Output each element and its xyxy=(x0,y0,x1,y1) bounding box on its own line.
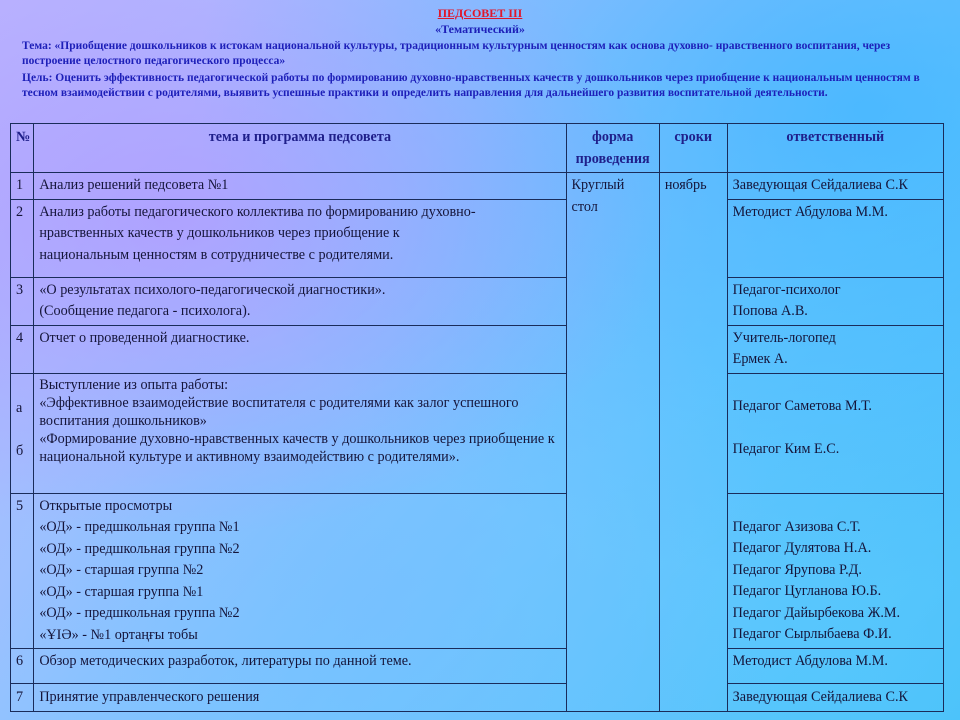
row-responsible xyxy=(727,649,943,684)
responsible-line: Методист Абдулова М.М. xyxy=(732,203,888,220)
table-row xyxy=(11,373,944,493)
row-num-a: а xyxy=(16,399,23,416)
topic-line: «Формирование духовно-нравственных качеств у дошкольников через приобщение к национальной культуре и активному взаимодействию с родителями». xyxy=(39,430,555,465)
row-topic xyxy=(34,325,566,373)
topic-line: Анализ работы педагогического коллектива по формированию духовно- xyxy=(39,203,476,220)
table-row xyxy=(11,325,944,373)
table-row xyxy=(11,277,944,325)
row-responsible xyxy=(727,684,943,712)
responsible-line: Педагог-психолог xyxy=(732,281,841,298)
topic-line: «О результатах психолого-педагогической диагностики». xyxy=(39,281,386,298)
row-num: 6 xyxy=(11,649,34,684)
row-responsible xyxy=(727,277,943,325)
row-responsible xyxy=(727,199,943,277)
topic-line: «ОД» - предшкольная группа №2 xyxy=(39,605,240,621)
responsible-line: Методист Абдулова М.М. xyxy=(732,653,888,669)
topic-line: «ҰІӘ» - №1 ортаңғы тобы xyxy=(39,626,198,643)
table-row xyxy=(11,173,944,200)
page-subtitle: «Тематический» xyxy=(435,22,525,36)
topic-line: национальным ценностям в сотрудничестве с родителями. xyxy=(39,246,394,263)
responsible-line: Педагог Саметова М.Т. xyxy=(732,397,872,414)
responsible-line: Заведующая Сейдалиева С.К xyxy=(732,177,908,193)
form-cell: Круглый стол xyxy=(566,173,659,712)
responsible-line: Педагог Азизова С.Т. xyxy=(732,518,861,535)
topic-line: «Эффективное взаимодействие воспитателя с родителями как залог успешного воспитания дошкольников» xyxy=(39,394,519,429)
header-responsible: ответственный xyxy=(727,124,943,173)
topic-line: «ОД» - старшая группа №2 xyxy=(39,562,204,578)
page-title: ПЕДСОВЕТ III xyxy=(437,6,523,20)
row-topic xyxy=(34,649,566,684)
row-responsible xyxy=(727,493,943,649)
row-num xyxy=(11,373,34,493)
header-num: № xyxy=(11,124,34,173)
theme-label: Тема: xyxy=(22,40,52,52)
table-row xyxy=(11,199,944,277)
row-num: 4 xyxy=(11,325,34,373)
row-topic xyxy=(34,173,566,200)
goal-text: Оценить эффективность педагогической работы по формированию духовно-нравственных качеств у дошкольников через приобщение к национальным ценностям в тесном взаимодействии с родителями, выявить успешные практики и определить направления для дальнейшего развития воспитательной деятельности. xyxy=(22,72,920,99)
header-topic: тема и программа педсовета xyxy=(34,124,566,173)
table-header-row xyxy=(11,124,944,173)
responsible-line: Учитель-логопед xyxy=(732,329,836,346)
topic-line: «ОД» - старшая группа №1 xyxy=(39,583,204,600)
row-num: 3 xyxy=(11,277,34,325)
plan-table xyxy=(10,123,944,712)
responsible-line: Заведующая Сейдалиева С.К xyxy=(732,688,908,705)
row-num: 7 xyxy=(11,684,34,712)
responsible-line: Попова А.В. xyxy=(732,303,808,319)
topic-line: Выступление из опыта работы: xyxy=(39,376,229,393)
row-topic xyxy=(34,373,566,493)
row-num: 1 xyxy=(11,173,34,200)
row-num: 2 xyxy=(11,199,34,277)
responsible-line: Педагог Дулятова Н.А. xyxy=(732,540,872,556)
responsible-line: Педагог Сырлыбаева Ф.И. xyxy=(732,626,892,642)
responsible-line: Педагог Ярупова Р.Д. xyxy=(732,561,862,578)
topic-line: (Сообщение педагога - психолога). xyxy=(39,303,251,319)
responsible-line: Педагог Дайырбекова Ж.М. xyxy=(732,604,901,621)
topic-line: «ОД» - предшкольная группа №2 xyxy=(39,540,240,557)
responsible-line: Педагог Цугланова Ю.Б. xyxy=(732,583,882,599)
theme-text: «Приобщение дошкольников к истокам национальной культуры, традиционным культурным ценностям как основа духовно- нравственного воспитания, через построение целостного педагогического процесса» xyxy=(22,40,891,67)
topic-line: Отчет о проведенной диагностике. xyxy=(39,329,250,346)
table-row xyxy=(11,493,944,649)
theme-paragraph xyxy=(22,39,937,69)
goal-label: Цель: xyxy=(22,72,53,84)
topic-line: «ОД» - предшкольная группа №1 xyxy=(39,519,240,535)
header-form: форма проведения xyxy=(566,124,659,173)
topic-line: Принятие управленческого решения xyxy=(39,688,260,705)
table-row xyxy=(11,684,944,712)
topic-line: Обзор методических разработок, литературы по данной теме. xyxy=(39,653,412,669)
row-num-b: б xyxy=(16,443,24,459)
row-topic xyxy=(34,684,566,712)
row-topic xyxy=(34,199,566,277)
row-responsible xyxy=(727,373,943,493)
topic-line: нравственных качеств у дошкольников через приобщение к xyxy=(39,225,400,241)
row-topic xyxy=(34,277,566,325)
table-row xyxy=(11,649,944,684)
responsible-line: Педагог Ким Е.С. xyxy=(732,441,840,457)
terms-cell: ноябрь xyxy=(659,173,727,712)
row-num: 5 xyxy=(11,493,34,649)
responsible-line: Ермек А. xyxy=(732,351,788,367)
row-responsible xyxy=(727,173,943,200)
goal-paragraph xyxy=(22,71,937,101)
topic-line: Анализ решений педсовета №1 xyxy=(39,177,229,193)
row-responsible xyxy=(727,325,943,373)
topic-line: Открытые просмотры xyxy=(39,497,173,514)
row-topic xyxy=(34,493,566,649)
header-terms: сроки xyxy=(659,124,727,173)
